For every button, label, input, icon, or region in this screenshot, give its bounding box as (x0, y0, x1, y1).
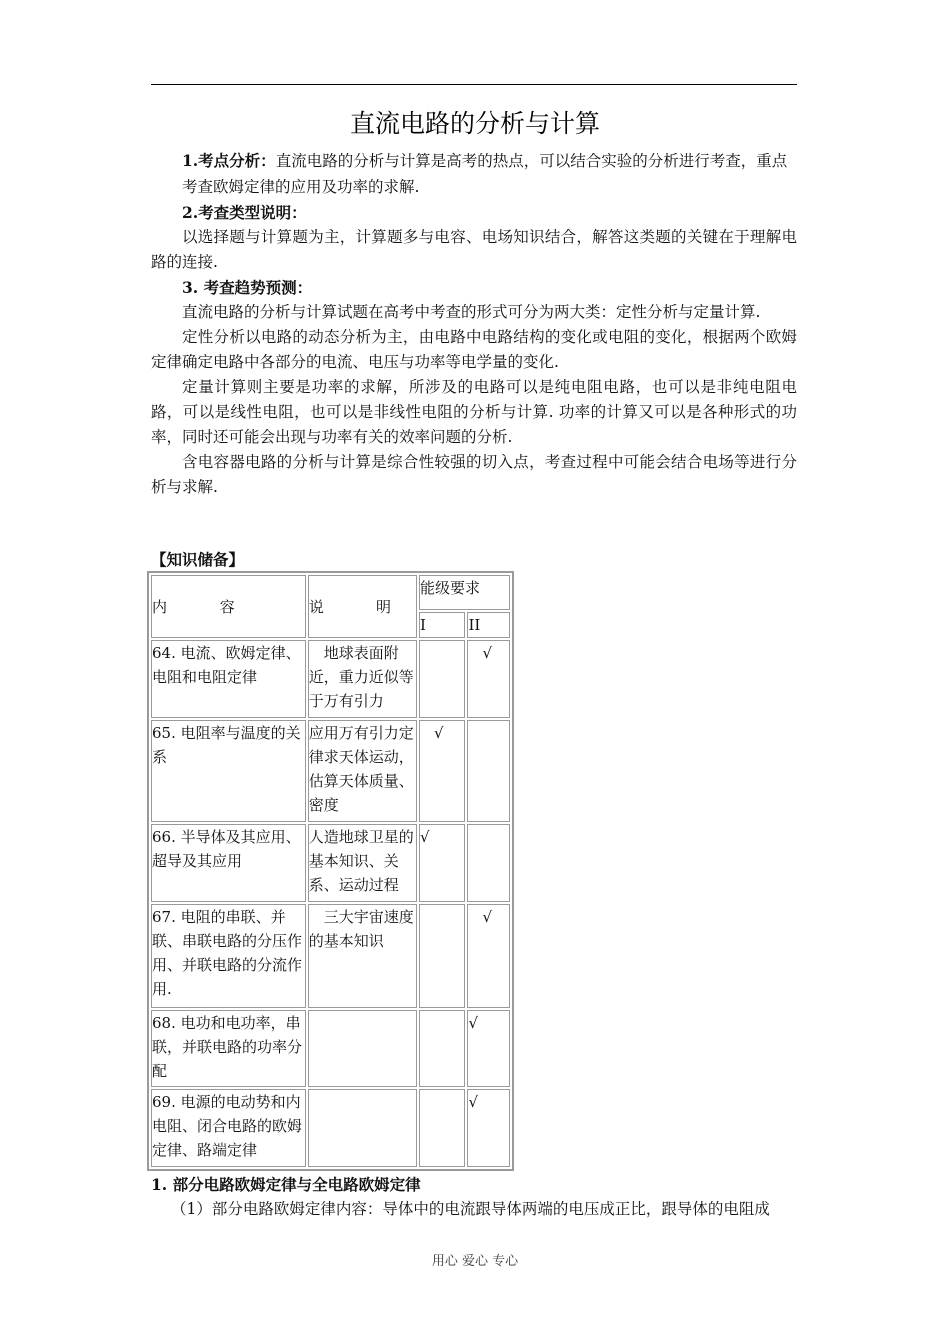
section-ohms-law: 1. 部分电路欧姆定律与全电路欧姆定律 (151, 1175, 421, 1194)
table-row (151, 1010, 510, 1088)
intro-section (151, 148, 797, 500)
knowledge-section-title: 【知识储备】 (151, 550, 245, 569)
row-level-2 (467, 720, 510, 822)
trend-paragraph-4: 含电容器电路的分析与计算是综合性较强的切入点，考查过程中可能会结合电场等进行分析与求解. (151, 453, 797, 496)
row-description: 应用万有引力定律求天体运动，估算天体质量、密度 (308, 720, 417, 822)
row-level-2: √ (467, 1089, 510, 1167)
page-footer: 用心 爱心 专心 (431, 1254, 519, 1269)
row-level-2: √ (467, 640, 510, 718)
row-level-1: √ (419, 824, 466, 902)
header-content: 内 容 (151, 575, 306, 638)
ohms-law-paragraph: （1）部分电路欧姆定律内容：导体中的电流跟导体两端的电压成正比，跟导体的电阻成 (171, 1200, 770, 1218)
table-row (151, 904, 510, 1008)
row-level-1 (419, 904, 466, 1008)
row-content: 69. 电源的电动势和内电阻、闭合电路的欧姆定律、路端定律 (151, 1089, 306, 1167)
row-content: 66. 半导体及其应用、超导及其应用 (151, 824, 306, 902)
table-row (151, 720, 510, 822)
header-level-1: I (419, 612, 466, 639)
header-level-2: II (467, 612, 510, 639)
row-level-1 (419, 640, 466, 718)
header-description: 说 明 (308, 575, 417, 638)
row-description (308, 1089, 417, 1167)
trend-paragraph-1: 直流电路的分析与计算试题在高考中考查的形式可分为两大类：定性分析与定量计算. (182, 303, 761, 321)
row-description: 人造地球卫星的基本知识、关系、运动过程 (308, 824, 417, 902)
trend-paragraph-2: 定性分析以电路的动态分析为主，由电路中电路结构的变化或电阻的变化，根据两个欧姆定律确定电路中各部分的电流、电压与功率等电学量的变化. (151, 328, 797, 371)
table-row (151, 824, 510, 902)
row-level-2 (467, 824, 510, 902)
trend-paragraph-3: 定量计算则主要是功率的求解，所涉及的电路可以是纯电阻电路，也可以是非纯电阻电路，可以是线性电阻，也可以是非线性电阻的分析与计算. 功率的计算又可以是各种形式的功率，同时还可能会出现与功率有关的效率问题的分析. (151, 378, 797, 446)
row-level-2: √ (467, 904, 510, 1008)
row-content: 64. 电流、欧姆定律、电阻和电阻定律 (151, 640, 306, 718)
heading-exam-points: 1.考点分析：直流电路的分析与计算是高考的热点，可以结合实验的分析进行考查，重点考查欧姆定律的应用及功率的求解. (182, 151, 788, 196)
knowledge-table (147, 571, 514, 1171)
row-description: 三大宇宙速度的基本知识 (308, 904, 417, 1008)
heading-question-types: 2.考查类型说明： (182, 203, 307, 222)
exam-points-text: 直流电路的分析与计算是高考的热点，可以结合实验的分析进行考查，重点考查欧姆定律的应用及功率的求解. (182, 152, 788, 196)
row-description (308, 1010, 417, 1088)
heading-trend: 3. 考查趋势预测： (182, 278, 313, 297)
page-title: 直流电路的分析与计算 (349, 109, 600, 138)
row-level-2: √ (467, 1010, 510, 1088)
row-description: 地球表面附近，重力近似等于万有引力 (308, 640, 417, 718)
row-level-1: √ (419, 720, 466, 822)
header-level: 能级要求 (419, 575, 510, 610)
row-content: 67. 电阻的串联、并联、串联电路的分压作用、并联电路的分流作用. (151, 904, 306, 1008)
row-level-1 (419, 1089, 466, 1167)
row-content: 68. 电功和电功率，串联，并联电路的功率分配 (151, 1010, 306, 1088)
header-rule (151, 84, 797, 85)
question-types-paragraph: 以选择题与计算题为主，计算题多与电容、电场知识结合，解答这类题的关键在于理解电路的连接. (151, 228, 797, 271)
table-row (151, 1089, 510, 1167)
table-row (151, 640, 510, 718)
row-level-1 (419, 1010, 466, 1088)
row-content: 65. 电阻率与温度的关系 (151, 720, 306, 822)
table-header-row (151, 575, 510, 610)
